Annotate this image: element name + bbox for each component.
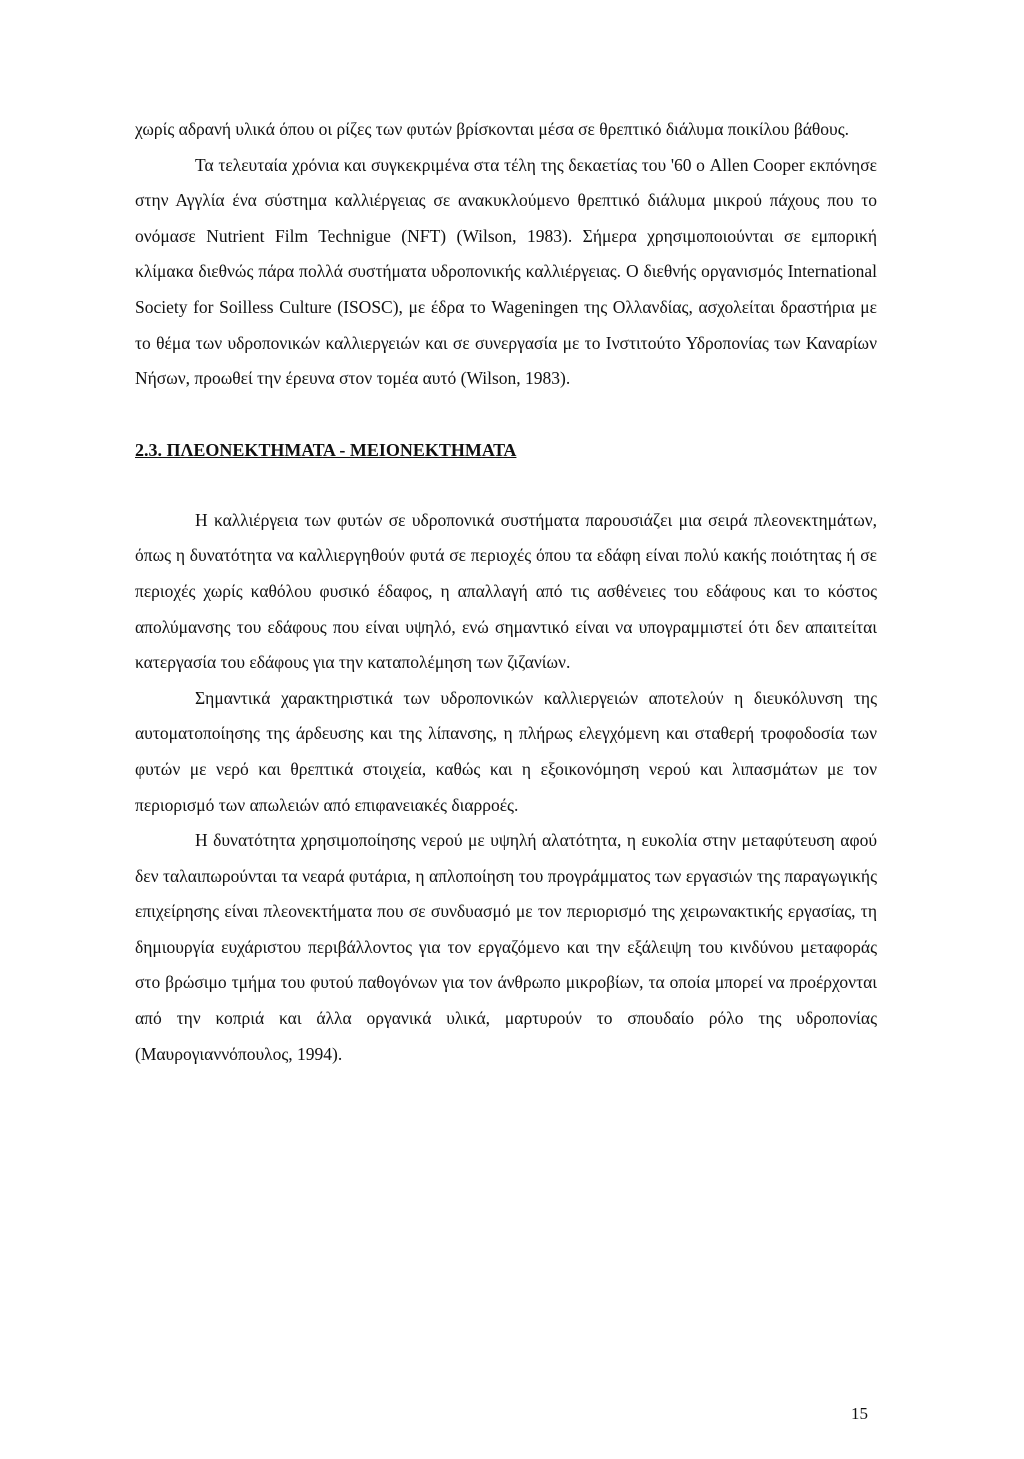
page-number: 15 xyxy=(851,1404,868,1423)
paragraph: Σημαντικά χαρακτηριστικά των υδροπονικών καλλιεργειών αποτελούν η διευκόλυνση της αυτοματοποίησης της άρδευσης και της λίπανσης, η πλήρως ελεγχόμενη και σταθερή τροφοδοσία των φυτών με νερό και θρεπτικά στοιχεία, καθώς και η εξοικονόμηση νερού και λιπασμάτων με τον περιορισμό των απωλειών από επιφανειακές διαρροές. xyxy=(135,687,877,815)
section-heading: 2.3. ΠΛΕΟΝΕΚΤΗΜΑΤΑ - ΜΕΙΟΝΕΚΤΗΜΑΤΑ xyxy=(135,439,517,460)
paragraph: Η καλλιέργεια των φυτών σε υδροπονικά συστήματα παρουσιάζει μια σειρά πλεονεκτημάτων, όπως η δυνατότητα να καλλιεργηθούν φυτά σε περιοχές όπου τα εδάφη είναι πολύ κακής ποιότητας ή σε περιοχές χωρίς καθόλου φυσικό έδαφος, η απαλλαγή από τις ασθένειες του εδάφους και το κόστος απολύμανσης του εδάφους που είναι υψηλό, ενώ σημαντικό είναι να υπογραμμιστεί ότι δεν απαιτείται κατεργασία του εδάφους για την καταπολέμηση των ζιζανίων. xyxy=(135,509,877,673)
paragraph: Η δυνατότητα χρησιμοποίησης νερού με υψηλή αλατότητα, η ευκολία στην μεταφύτευση αφού δεν ταλαιπωρούνται τα νεαρά φυτάρια, η απλοποίηση του προγράμματος των εργασιών της παραγωγικής επιχείρησης είναι πλεονεκτήματα που σε συνδυασμό με τον περιορισμό της χειρωνακτικής εργασίας, τη δημιουργία ευχάριστου περιβάλλοντος για τον εργαζόμενο και την εξάλειψη του κινδύνου μεταφοράς στο βρώσιμο τμήμα του φυτού παθογόνων για τον άνθρωπο μικροβίων, τα οποία μπορεί να προέρχονται από την κοπριά και άλλα οργανικά υλικά, μαρτυρούν το σπουδαίο ρόλο της υδροπονίας (Μαυρογιαννόπουλος, 1994). xyxy=(135,830,877,1064)
paragraph: χωρίς αδρανή υλικά όπου οι ρίζες των φυτών βρίσκονται μέσα σε θρεπτικό διάλυμα ποικίλου βάθους. xyxy=(135,119,850,139)
document-page xyxy=(135,112,877,1072)
paragraph: Τα τελευταία χρόνια και συγκεκριμένα στα τέλη της δεκαετίας του '60 ο Allen Cooper εκπόνησε στην Αγγλία ένα σύστημα καλλιέργειας σε ανακυκλούμενο θρεπτικό διάλυμα μικρού πάχους που το ονόμασε Nutrient Film Technigue (NFT) (Wilson, 1983). Σήμερα χρησιμοποιούνται σε εμπορική κλίμακα διεθνώς πάρα πολλά συστήματα υδροπονικής καλλιέργειας. Ο διεθνής οργανισμός International Society for Soilless Culture (ISOSC), με έδρα το Wageningen της Ολλανδίας, ασχολείται δραστήρια με το θέμα των υδροπονικών καλλιεργειών και σε συνεργασία με το Ινστιτούτο Υδροπονίας των Καναρίων Νήσων, προωθεί την έρευνα στον τομέα αυτό (Wilson, 1983). xyxy=(135,154,877,389)
